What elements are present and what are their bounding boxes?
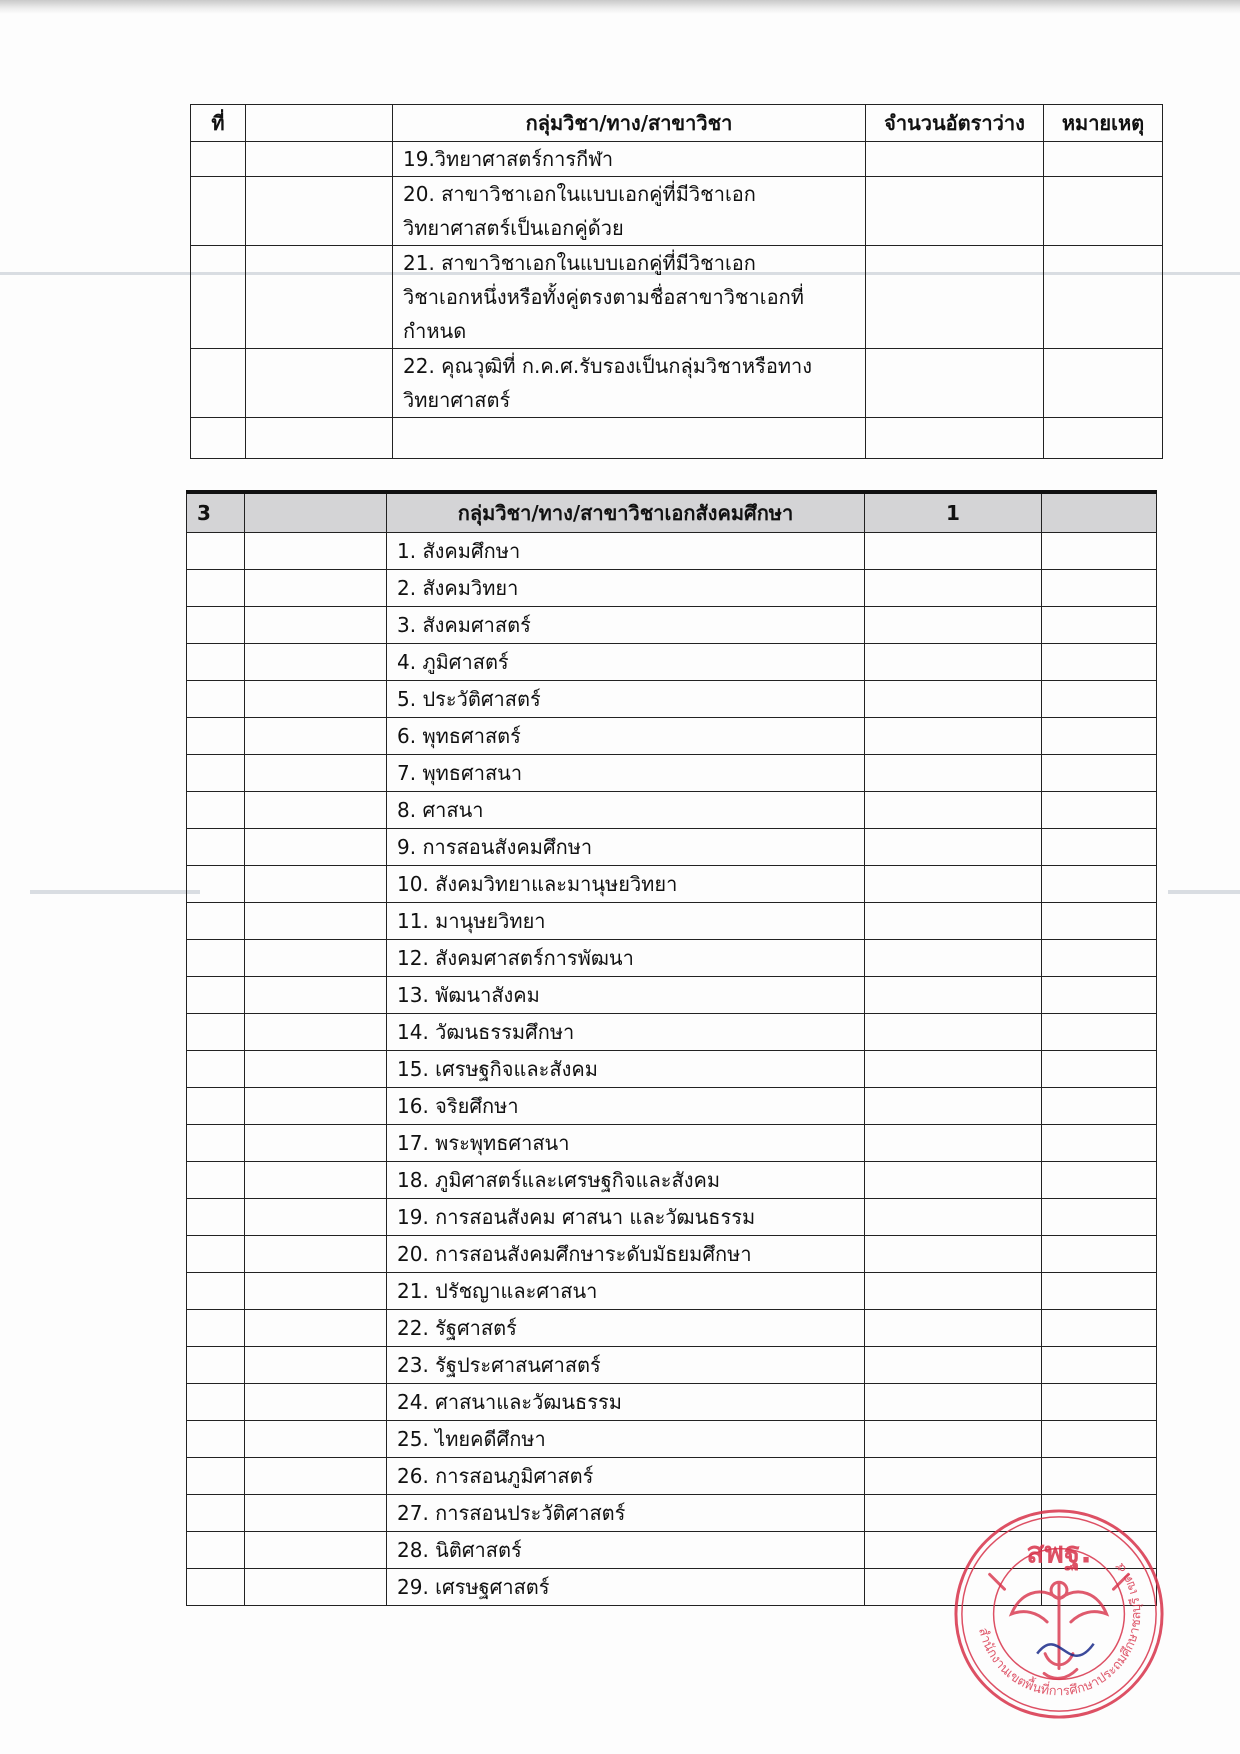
list-item	[187, 1014, 1157, 1051]
subject-cell: 1. สังคมศึกษา	[387, 533, 865, 570]
section-title: กลุ่มวิชา/ทาง/สาขาวิชาเอกสังคมศึกษา	[387, 492, 865, 533]
subject-cell: 27. การสอนประวัติศาสตร์	[387, 1495, 865, 1532]
col-count-header: จำนวนอัตราว่าง	[866, 105, 1044, 142]
section-count: 1	[865, 492, 1042, 533]
list-item	[187, 1273, 1157, 1310]
table-header-row	[191, 105, 1163, 142]
list-item	[187, 977, 1157, 1014]
col-no-header: ที่	[191, 105, 246, 142]
subject-line: กำหนด	[403, 319, 467, 343]
subject-cell: 25. ไทยคดีศึกษา	[387, 1421, 865, 1458]
list-item	[187, 681, 1157, 718]
stamp-title: สพฐ.	[1026, 1535, 1092, 1571]
list-item	[187, 940, 1157, 977]
list-item	[187, 1199, 1157, 1236]
section-header-row	[187, 492, 1157, 533]
subject-cell: 24. ศาสนาและวัฒนธรรม	[387, 1384, 865, 1421]
subject-cell: 13. พัฒนาสังคม	[387, 977, 865, 1014]
subject-cell: 29. เศรษฐศาสตร์	[387, 1569, 865, 1606]
table-row	[191, 349, 1163, 418]
list-item	[187, 866, 1157, 903]
col-blank-header	[246, 105, 393, 142]
subject-table-top	[190, 104, 1163, 459]
subject-cell: 19. การสอนสังคม ศาสนา และวัฒนธรรม	[387, 1199, 865, 1236]
subject-cell: 17. พระพุทธศาสนา	[387, 1125, 865, 1162]
scan-edge	[0, 0, 1240, 14]
subject-cell: 10. สังคมวิทยาและมานุษยวิทยา	[387, 866, 865, 903]
scan-artifact	[30, 890, 200, 894]
scan-artifact	[1168, 890, 1240, 894]
col-note-header: หมายเหตุ	[1044, 105, 1163, 142]
subject-cell: 20. การสอนสังคมศึกษาระดับมัธยมศึกษา	[387, 1236, 865, 1273]
list-item	[187, 607, 1157, 644]
subject-cell: 11. มานุษยวิทยา	[387, 903, 865, 940]
list-item	[187, 1310, 1157, 1347]
list-item	[187, 1088, 1157, 1125]
subject-line: วิทยาศาสตร์เป็นเอกคู่ด้วย	[403, 216, 624, 240]
list-item	[187, 1347, 1157, 1384]
list-item	[187, 1236, 1157, 1273]
subject-line: 22. คุณวุฒิที่ ก.ค.ศ.รับรองเป็นกลุ่มวิชาหรือทาง	[403, 354, 813, 378]
list-item	[187, 718, 1157, 755]
list-item	[187, 903, 1157, 940]
section-number: 3	[187, 492, 245, 533]
subject-cell: 2. สังคมวิทยา	[387, 570, 865, 607]
list-item	[187, 1569, 1157, 1606]
subject-cell: 6. พุทธศาสตร์	[387, 718, 865, 755]
subject-cell: 18. ภูมิศาสตร์และเศรษฐกิจและสังคม	[387, 1162, 865, 1199]
subject-cell: 5. ประวัติศาสตร์	[387, 681, 865, 718]
subject-line: 21. สาขาวิชาเอกในแบบเอกคู่ที่มีวิชาเอก	[403, 251, 756, 275]
subject-cell: 28. นิติศาสตร์	[387, 1532, 865, 1569]
subject-cell: 9. การสอนสังคมศึกษา	[387, 829, 865, 866]
list-item	[187, 1051, 1157, 1088]
list-item	[187, 1125, 1157, 1162]
subject-cell: 26. การสอนภูมิศาสตร์	[387, 1458, 865, 1495]
subject-cell: 16. จริยศึกษา	[387, 1088, 865, 1125]
subject-line: วิทยาศาสตร์	[403, 388, 511, 412]
subject-cell	[393, 177, 866, 246]
subject-cell: 14. วัฒนธรรมศึกษา	[387, 1014, 865, 1051]
col-subject-header: กลุ่มวิชา/ทาง/สาขาวิชา	[393, 105, 866, 142]
subject-cell: 23. รัฐประศาสนศาสตร์	[387, 1347, 865, 1384]
subject-cell: 15. เศรษฐกิจและสังคม	[387, 1051, 865, 1088]
subject-cell: 3. สังคมศาสตร์	[387, 607, 865, 644]
subject-cell: 7. พุทธศาสนา	[387, 755, 865, 792]
subject-cell: 8. ศาสนา	[387, 792, 865, 829]
subject-line: 19.วิทยาศาสตร์การกีฬา	[403, 147, 614, 171]
stamp-ring-text: สำนักงานเขตพื้นที่การศึกษาประถมศึกษาชลบุรี เขต ๕	[974, 1559, 1145, 1700]
list-item	[187, 1495, 1157, 1532]
subject-cell: 12. สังคมศาสตร์การพัฒนา	[387, 940, 865, 977]
subject-cell	[393, 349, 866, 418]
list-item	[187, 1532, 1157, 1569]
table-row	[191, 177, 1163, 246]
subject-cell: 21. ปรัชญาและศาสนา	[387, 1273, 865, 1310]
subject-cell: 22. รัฐศาสตร์	[387, 1310, 865, 1347]
subject-cell: 4. ภูมิศาสตร์	[387, 644, 865, 681]
list-item	[187, 1384, 1157, 1421]
table-row	[191, 418, 1163, 459]
list-item	[187, 1421, 1157, 1458]
table-row	[191, 142, 1163, 177]
list-item	[187, 1458, 1157, 1495]
list-item	[187, 792, 1157, 829]
subject-cell	[393, 142, 866, 177]
list-item	[187, 1162, 1157, 1199]
subject-line: วิชาเอกหนึ่งหรือทั้งคู่ตรงตามชื่อสาขาวิชาเอกที่	[403, 285, 804, 309]
subject-cell	[393, 246, 866, 349]
list-item	[187, 755, 1157, 792]
list-item	[187, 533, 1157, 570]
subject-table-section-3	[186, 490, 1157, 1606]
list-item	[187, 570, 1157, 607]
table-row	[191, 246, 1163, 349]
list-item	[187, 644, 1157, 681]
list-item	[187, 829, 1157, 866]
subject-line: 20. สาขาวิชาเอกในแบบเอกคู่ที่มีวิชาเอก	[403, 182, 756, 206]
